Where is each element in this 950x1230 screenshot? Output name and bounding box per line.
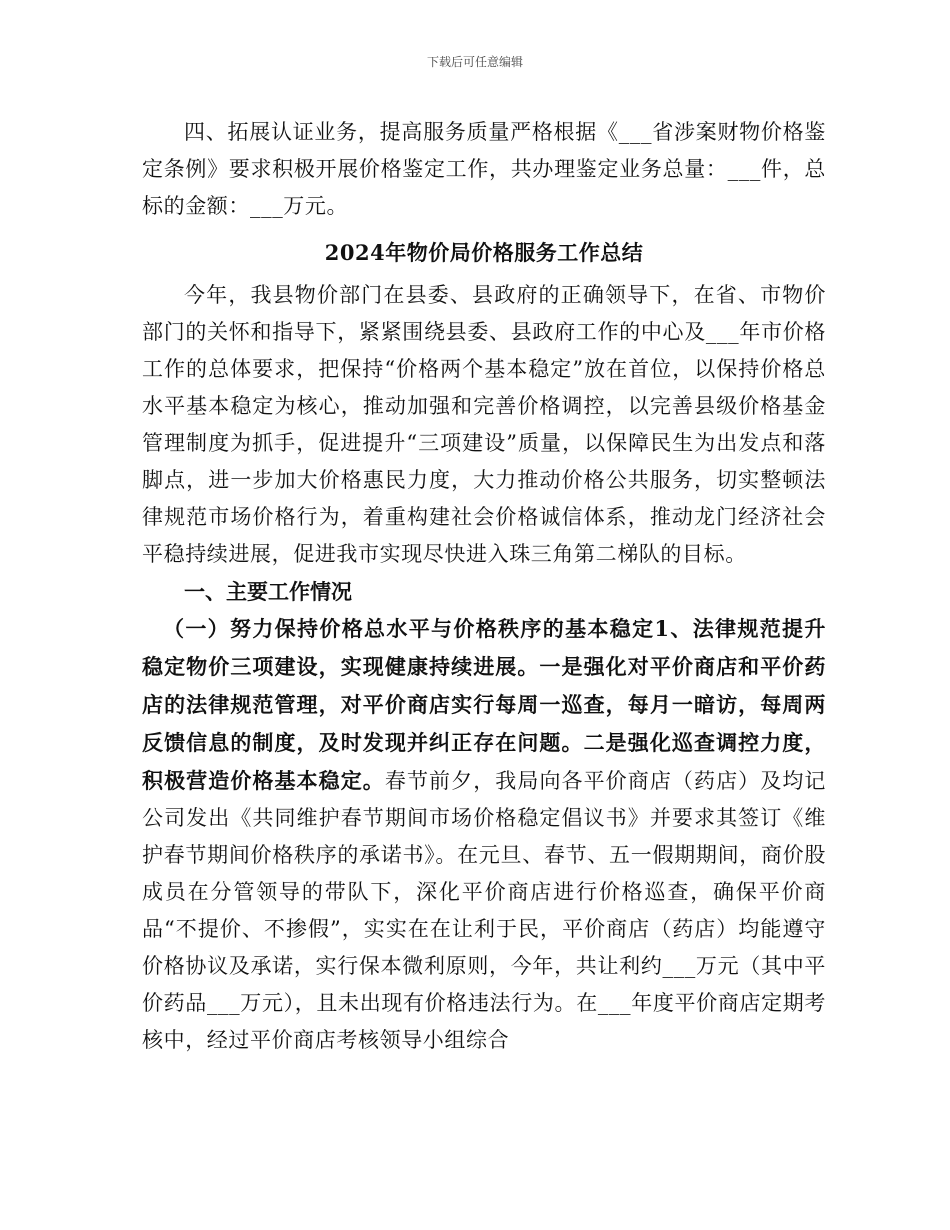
paragraph-normal-text: 春节前夕，我局向各平价商店（药店）及均记公司发出《共同维护春节期间市场价格稳定倡议书》并要求其签订《维护春节期间价格秩序的承诺书》。在元旦、春节、五一假期期间，商价股成员在分管领导的带队下，深化平价商店进行价格巡查，确保平价商品“不提价、不掺假”，实实在在让利于民，平价商店（药店）均能遵守价格协议及承诺，实行保本微利原则，今年，共让利约___万元（其中平价药品___万元），且未出现有价格违法行为。在___年度平价商店定期考核中，经过平价商店考核领导小组综合 bbox=[142, 769, 827, 1052]
section-heading-main-work: 一、主要工作情况 bbox=[184, 579, 352, 604]
paragraph-introduction: 今年，我县物价部门在县委、县政府的正确领导下，在省、市物价部门的关怀和指导下，紧紧围绕县委、县政府工作的中心及___年市价格工作的总体要求，把保持“价格两个基本稳定”放在首位，以保持价格总水平基本稳定为核心，推动加强和完善价格调控，以完善县级价格基金管理制度为抓手，促进提升“三项建设”质量，以保障民生为出发点和落脚点，进一步加大价格惠民力度，大力推动价格公共服务，切实整顿法律规范市场价格行为，着重构建社会价格诚信体系，推动龙门经济社会平稳持续进展，促进我市实现尽快进入珠三角第二梯队的目标。 bbox=[142, 283, 826, 566]
paragraph-price-appraisal: 四、拓展认证业务，提高服务质量严格根据《___省涉案财物价格鉴定条例》要求积极开展价格鉴定工作，共办理鉴定业务总量：___件，总标的金额：___万元。 bbox=[142, 120, 826, 218]
paragraph-bold-text: （一）努力保持价格总水平与价格秩序的基本稳定1、法律规范提升稳定物价三项建设，实现健康持续进展。一是强化对平价商店和平价药店的法律规范管理，对平价商店实行每周一巡查，每月一暗访，每周两反馈信息的制度，及时发现并纠正存在问题。二是强化巡查调控力度，积极营造价格基本稳定。 bbox=[142, 616, 826, 793]
document-title: 2024年物价局价格服务工作总结 bbox=[324, 240, 644, 265]
spacer bbox=[142, 225, 826, 233]
paragraph-price-stability bbox=[142, 610, 826, 1059]
page-header-note: 下载后可任意编辑 bbox=[426, 55, 523, 69]
document-body bbox=[142, 114, 826, 1059]
